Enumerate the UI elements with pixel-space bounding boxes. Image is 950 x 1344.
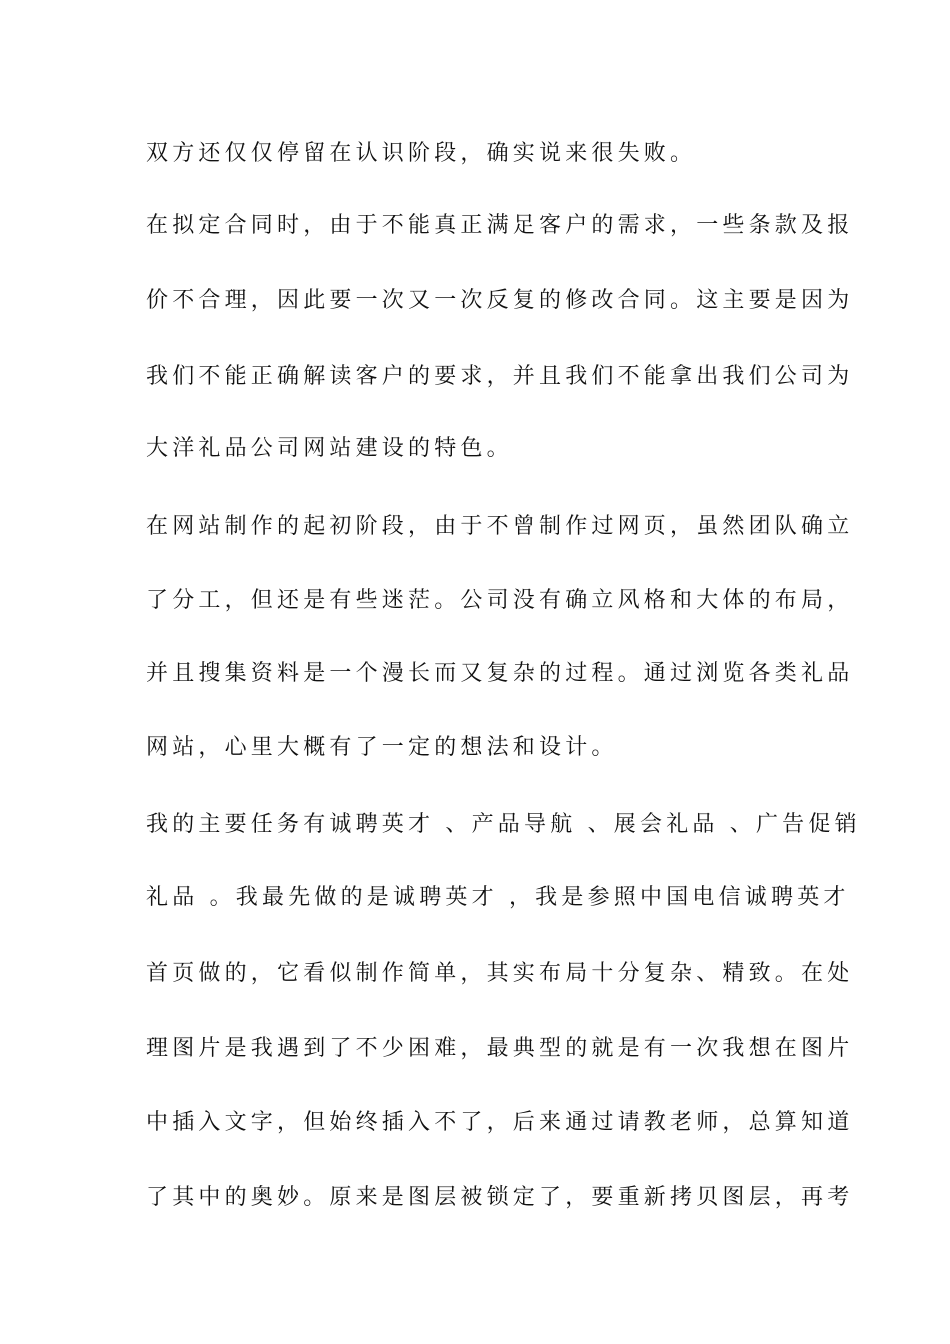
text-line: 价不合理，因此要一次又一次反复的修改合同。这主要是因为 [146,288,854,313]
text-line: 中插入文字，但始终插入不了，后来通过请教老师，总算知道 [146,1110,854,1135]
text-line: 在网站制作的起初阶段，由于不曾制作过网页，虽然团队确立 [146,514,854,539]
text-line: 我们不能正确解读客户的要求，并且我们不能拿出我们公司为 [146,364,854,389]
text-line: 礼品 。我最先做的是诚聘英才 ，我是参照中国电信诚聘英才 [146,885,850,910]
text-line: 在拟定合同时，由于不能真正满足客户的需求，一些条款及报 [146,213,854,238]
text-line: 双方还仅仅停留在认识阶段，确实说来很失败。 [146,141,697,166]
text-line: 了其中的奥妙。原来是图层被锁定了，要重新拷贝图层，再考 [146,1185,854,1210]
text-line: 理图片是我遇到了不少困难，最典型的就是有一次我想在图片 [146,1036,854,1061]
text-line: 大洋礼品公司网站建设的特色。 [146,436,513,461]
text-line: 并且搜集资料是一个漫长而又复杂的过程。通过浏览各类礼品 [146,661,854,686]
text-line: 首页做的，它看似制作简单，其实布局十分复杂、精致。在处 [146,961,854,986]
text-line: 网站，心里大概有了一定的想法和设计。 [146,735,618,760]
text-line: 了分工，但还是有些迷茫。公司没有确立风格和大体的布局， [146,588,854,613]
text-line: 我的主要任务有诚聘英才 、产品导航 、展会礼品 、广告促销 [146,812,861,837]
